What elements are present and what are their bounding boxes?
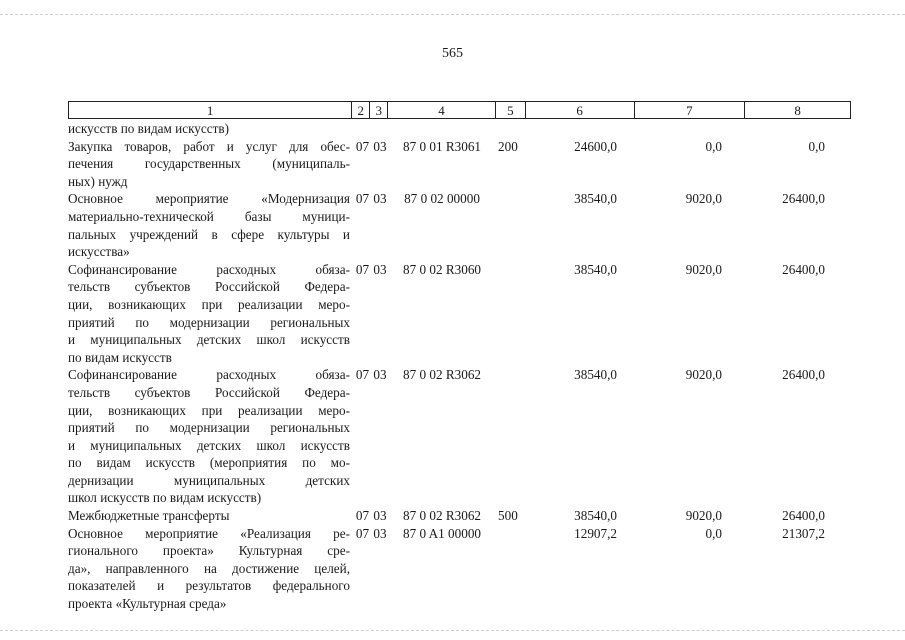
page-number: 565 bbox=[442, 46, 463, 61]
row-description bbox=[68, 507, 352, 525]
description-line: Основное мероприятие «Реализация ре- bbox=[68, 525, 350, 541]
description-line: Закупка товаров, работ и услуг для обес- bbox=[68, 138, 350, 154]
target-article-code: 87 0 02 R3060 bbox=[402, 261, 482, 277]
amount-col-8: 26400,0 bbox=[782, 508, 825, 524]
target-article-code: 87 0 01 R3061 bbox=[402, 138, 482, 154]
section-code: 07 bbox=[355, 261, 370, 277]
subsection-code bbox=[370, 120, 388, 138]
scan-edge-bottom bbox=[0, 630, 905, 632]
subsection-code: 03 bbox=[373, 138, 387, 154]
target-article-code: 87 0 02 R3062 bbox=[402, 367, 482, 383]
description-line: тельств субъектов Российской Федера- bbox=[68, 279, 350, 295]
description-line: печения государственных (муниципаль- bbox=[68, 156, 350, 172]
header-col-4: 4 bbox=[388, 102, 496, 118]
row-description bbox=[68, 525, 352, 613]
amount-col-8: 26400,0 bbox=[782, 261, 825, 277]
description-line: проекта «Культурная среда» bbox=[68, 596, 227, 612]
expense-type-code bbox=[496, 190, 526, 260]
expense-type-code bbox=[496, 525, 526, 613]
target-article-code: 87 0 02 00000 bbox=[404, 191, 480, 207]
header-col-7: 7 bbox=[635, 102, 746, 118]
expense-type-code bbox=[496, 120, 526, 138]
row-description bbox=[68, 261, 352, 367]
description-line: показателей и результатов федерального bbox=[68, 578, 350, 594]
header-col-1: 1 bbox=[69, 102, 352, 118]
description-line: ных) нужд bbox=[68, 173, 128, 189]
amount-col-6: 38540,0 bbox=[574, 261, 617, 277]
expense-type-code bbox=[496, 261, 526, 367]
section-code: 07 bbox=[355, 508, 370, 524]
description-line: искусств по видам искусств) bbox=[68, 121, 229, 136]
section-code: 07 bbox=[355, 138, 370, 154]
description-line: по видам искусств bbox=[68, 349, 172, 365]
amount-col-6: 12907,2 bbox=[574, 525, 617, 541]
amount-col-7: 9020,0 bbox=[685, 508, 722, 524]
table-row bbox=[68, 190, 851, 260]
description-line: приятий по модернизации региональных bbox=[68, 420, 350, 436]
table-row bbox=[68, 138, 851, 191]
amount-col-7: 9020,0 bbox=[685, 191, 722, 207]
amount-col-6: 38540,0 bbox=[574, 508, 617, 524]
description-line: Софинансирование расходных обяза- bbox=[68, 367, 350, 383]
amount-col-7: 0,0 bbox=[705, 138, 722, 154]
amount-col-7: 0,0 bbox=[705, 525, 722, 541]
table-row bbox=[68, 366, 851, 507]
description-line: Софинансирование расходных обяза- bbox=[68, 261, 350, 277]
subsection-code: 03 bbox=[373, 191, 387, 207]
amount-col-8: 21307,2 bbox=[782, 525, 825, 541]
section-code bbox=[352, 120, 370, 138]
table-row bbox=[68, 507, 851, 525]
description-line: Основное мероприятие «Модернизация bbox=[68, 191, 350, 207]
header-col-6: 6 bbox=[526, 102, 635, 118]
description-line: Межбюджетные трансферты bbox=[68, 508, 230, 524]
amount-col-7: 9020,0 bbox=[685, 367, 722, 383]
amount-col-7: 9020,0 bbox=[685, 261, 722, 277]
row-description bbox=[68, 366, 352, 507]
description-line: и муниципальных детских школ искусств bbox=[68, 332, 350, 348]
amount-col-6: 38540,0 bbox=[574, 367, 617, 383]
description-line: приятий по модернизации региональных bbox=[68, 314, 350, 330]
subsection-code: 03 bbox=[373, 261, 387, 277]
target-article-code bbox=[388, 120, 496, 138]
section-code: 07 bbox=[355, 191, 370, 207]
description-line: школ искусств по видам искусств) bbox=[68, 490, 262, 506]
expense-type-code bbox=[496, 366, 526, 507]
table-body bbox=[68, 120, 851, 613]
header-col-8: 8 bbox=[794, 103, 801, 118]
header-col-5: 5 bbox=[496, 102, 526, 118]
subsection-code: 03 bbox=[373, 508, 387, 524]
scan-edge-top bbox=[0, 14, 905, 16]
table-row bbox=[68, 525, 851, 613]
description-line: ции, возникающих при реализации меро- bbox=[68, 296, 350, 312]
header-col-3: 3 bbox=[370, 102, 388, 118]
row-description bbox=[68, 120, 352, 138]
section-code: 07 bbox=[355, 525, 370, 541]
target-article-code: 87 0 A1 00000 bbox=[402, 525, 482, 541]
amount-col-7 bbox=[635, 120, 746, 138]
amount-col-8: 0,0 bbox=[808, 138, 825, 154]
section-code: 07 bbox=[355, 367, 370, 383]
header-col-2: 2 bbox=[352, 102, 370, 118]
amount-col-8 bbox=[746, 120, 851, 138]
amount-col-8: 26400,0 bbox=[782, 191, 825, 207]
amount-col-6: 24600,0 bbox=[574, 138, 617, 154]
row-description bbox=[68, 190, 352, 260]
target-article-code: 87 0 02 R3062 bbox=[402, 508, 482, 524]
description-line: искусства» bbox=[68, 244, 130, 260]
expense-type-code: 500 bbox=[498, 508, 518, 524]
description-line: тельств субъектов Российской Федера- bbox=[68, 384, 350, 400]
subsection-code: 03 bbox=[373, 367, 387, 383]
description-line: пальных учреждений в сфере культуры и bbox=[68, 226, 350, 242]
subsection-code: 03 bbox=[373, 525, 387, 541]
table-header-row bbox=[68, 101, 851, 119]
amount-col-8: 26400,0 bbox=[782, 367, 825, 383]
description-line: по видам искусств (мероприятия по мо- bbox=[68, 455, 350, 471]
table-row bbox=[68, 120, 851, 138]
description-line: гионального проекта» Культурная сре- bbox=[68, 543, 350, 559]
description-line: дернизации муниципальных детских bbox=[68, 472, 350, 488]
description-line: и муниципальных детских школ искусств bbox=[68, 437, 350, 453]
amount-col-6 bbox=[526, 120, 635, 138]
expense-type-code: 200 bbox=[498, 138, 518, 154]
row-description bbox=[68, 138, 352, 191]
amount-col-6: 38540,0 bbox=[574, 191, 617, 207]
description-line: ции, возникающих при реализации меро- bbox=[68, 402, 350, 418]
description-line: да», направленного на достижение целей, bbox=[68, 560, 350, 576]
table-row bbox=[68, 261, 851, 367]
description-line: материально-технической базы муници- bbox=[68, 208, 350, 224]
